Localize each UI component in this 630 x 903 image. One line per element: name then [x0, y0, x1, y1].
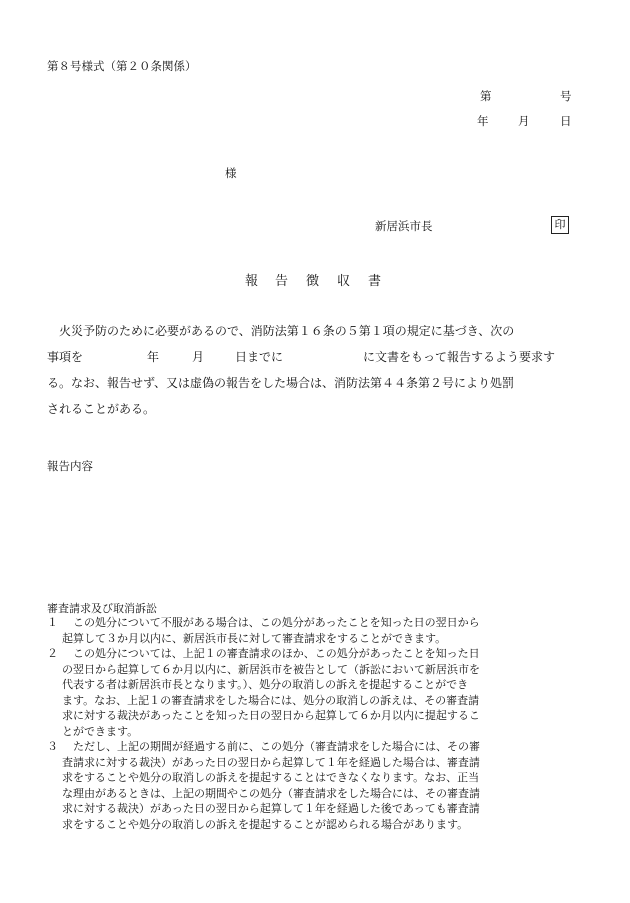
- date-year-label: 年: [477, 114, 489, 128]
- appeal-item-text: ただし、上記の期間が経過する前に、この処分（審査請求をした場合には、その審 査請求に対する裁決）があった日の翌日から起算して１年を経過した場合は、審査請 求をすることや処分の取消しの訴えを提起することはできなくなります。なお、正当 な理由があるときは、上記の期間やこの処分（審査請求をした場合には、その審査請 求に対する裁決）があった日の翌日から起算して１年を経過した後であっても審査請 求をすることや処分の取消しの訴えを提起することが認められる場合があります。: [62, 740, 480, 831]
- body-line-3: る。なお、報告せず、又は虚偽の報告をした場合は、消防法第４４条第２号により処罰: [47, 376, 515, 390]
- body-line2-month: 月: [192, 350, 205, 364]
- appeal-item-text: この処分について不服がある場合は、この処分があったことを知った日の翌日から 起算して３か月以内に、新居浜市長に対して審査請求をすることができます。: [62, 616, 480, 645]
- date-month-label: 月: [518, 114, 530, 128]
- title-char-3: 徴: [306, 274, 320, 289]
- title-char-2: 告: [275, 274, 289, 289]
- report-content-label: 報告内容: [47, 459, 93, 473]
- seal-mark: 印: [551, 216, 569, 234]
- appeal-item-text: この処分については、上記１の審査請求のほか、この処分があったことを知った日 の翌日から起算して６か月以内に、新居浜市を被告として（訴訟において新居浜市を 代表する者は新居浜市長となります。）、処分の取消しの訴えを提起することができ ます。なお、上記１の審査請求をした場合には、処分の取消しの訴えは、その審査請 求に対する裁決があったことを知った日の翌日から起算して６か月以内に提起するこ とができます。: [62, 647, 480, 738]
- document-number-prefix: 第: [480, 89, 492, 103]
- appeal-item: [47, 615, 587, 646]
- appeal-item-number: ３: [47, 740, 58, 753]
- title-char-5: 書: [368, 274, 382, 289]
- appeal-item: [47, 646, 587, 739]
- form-number-label: 第８号様式（第２０条関係）: [47, 59, 197, 73]
- appeal-notice: [47, 615, 587, 832]
- issuer-name: 新居浜市長: [375, 219, 433, 233]
- appeal-heading: 審査請求及び取消訴訟: [47, 602, 157, 615]
- body-line-4: されることがある。: [47, 402, 156, 416]
- addressee-honorific: 様: [225, 166, 237, 180]
- body-line2-year: 年: [147, 350, 160, 364]
- body-line-2: [47, 344, 587, 370]
- appeal-item-number: ２: [47, 647, 58, 660]
- date-day-label: 日: [560, 114, 572, 128]
- body-line2-day: 日までに: [235, 350, 284, 364]
- appeal-item: [47, 739, 587, 832]
- title-char-1: 報: [245, 274, 259, 289]
- appeal-item-number: １: [47, 616, 58, 629]
- request-body: [47, 318, 587, 422]
- document-number-suffix: 号: [560, 89, 572, 103]
- title-char-4: 収: [337, 274, 351, 289]
- body-line-1: 火災予防のために必要があるので、消防法第１６条の５第１項の規定に基づき、次の: [59, 324, 515, 338]
- body-line2-start: 事項を: [47, 350, 84, 364]
- body-line2-end: に文書をもって報告するよう要求す: [363, 350, 556, 364]
